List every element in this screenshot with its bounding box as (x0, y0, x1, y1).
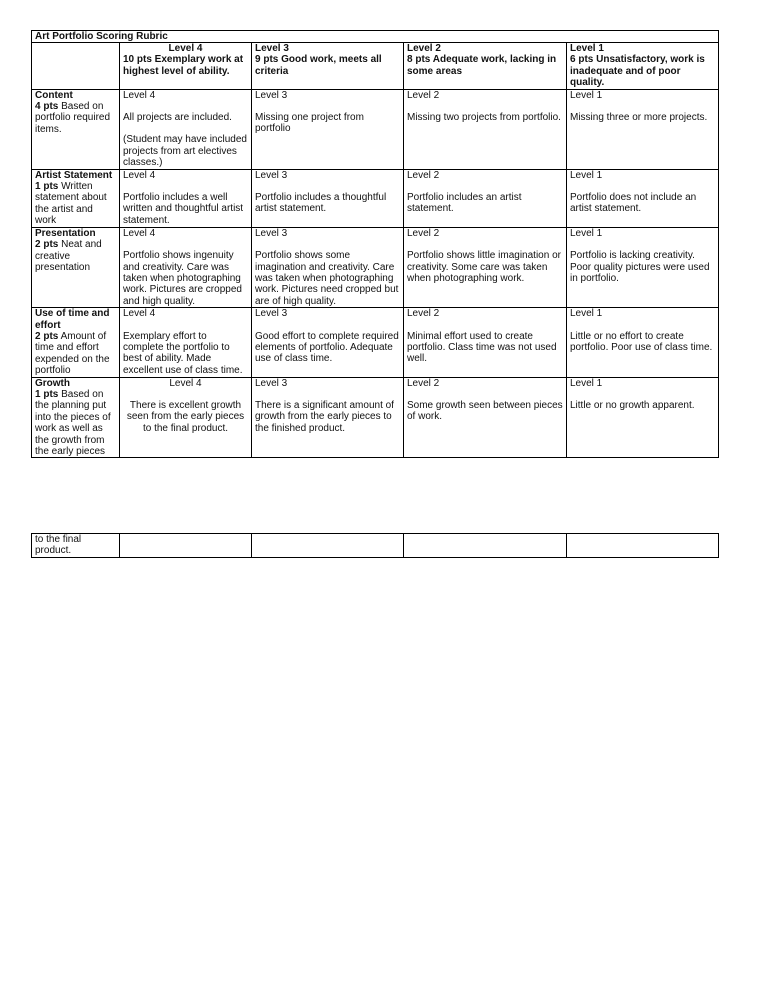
criteria-points: 2 pts (35, 239, 59, 251)
cell-level-label: Level 2 (407, 227, 440, 239)
criteria-cell (32, 308, 120, 377)
cell-text: Portfolio is lacking creativity. Poor quality pictures were used in portfolio. (570, 250, 710, 284)
criteria-row-content (32, 89, 719, 169)
cell-level-label: Level 2 (407, 377, 440, 389)
cell-extra-text: (Student may have included projects from art electives classes.) (123, 134, 247, 169)
criteria-cell (32, 169, 120, 227)
criteria-name: Growth (35, 377, 70, 389)
score-cell-level-3 (252, 227, 404, 307)
continuation-text: to the final product. (32, 534, 120, 558)
header-level-desc: 9 pts Good work, meets all criteria (255, 54, 382, 77)
header-level-desc: 6 pts Unsatisfactory, work is inadequate and of poor quality. (570, 54, 705, 89)
header-level-label: Level 3 (255, 43, 289, 54)
cell-level-label: Level 3 (255, 227, 288, 239)
cell-text: Portfolio includes a well written and thoughtful artist statement. (123, 192, 244, 226)
criteria-points: 4 pts (35, 101, 59, 113)
cell-level-label: Level 3 (255, 169, 288, 181)
header-level-4 (120, 43, 252, 90)
criteria-desc: Neat and creative presentation (35, 239, 102, 273)
score-cell-level-1 (567, 89, 719, 169)
score-cell-level-2 (404, 308, 567, 377)
score-cell-level-2 (404, 169, 567, 227)
cell-text: Minimal effort used to create portfolio. Class time was not used well. (407, 330, 557, 365)
score-cell-level-4 (120, 227, 252, 307)
cell-text: Missing two projects from portfolio. (407, 112, 561, 124)
cell-text: Exemplary effort to complete the portfolio to best of ability. Made excellent use of class time. (123, 330, 243, 376)
rubric-continuation-table (31, 533, 719, 558)
criteria-desc: Based on the planning put into the pieces of work as well as the growth from the early pieces (35, 388, 111, 457)
score-cell-level-4 (120, 169, 252, 227)
cell-level-label: Level 4 (169, 377, 202, 389)
cell-text: Missing one project from portfolio (255, 112, 364, 135)
cell-level-label: Level 1 (570, 377, 603, 389)
cell-text: Good effort to complete required elements of portfolio. Adequate use of class time. (255, 330, 399, 365)
header-level-2 (404, 43, 567, 90)
cell-level-label: Level 1 (570, 308, 603, 320)
continuation-row (32, 534, 719, 558)
rubric-title: Art Portfolio Scoring Rubric (32, 31, 719, 43)
cell-text: Little or no growth apparent. (570, 399, 695, 411)
score-cell-level-2 (404, 377, 567, 458)
criteria-name: Content (35, 89, 73, 101)
cell-level-label: Level 4 (123, 227, 156, 239)
score-cell-level-1 (567, 377, 719, 458)
criteria-row-growth (32, 377, 719, 458)
cell-text: All projects are included. (123, 112, 232, 124)
cell-level-label: Level 4 (123, 169, 156, 181)
criteria-name: Artist Statement (35, 169, 113, 181)
empty-cell (252, 534, 404, 558)
rubric-table (31, 30, 719, 458)
cell-level-label: Level 2 (407, 89, 440, 101)
cell-level-label: Level 4 (123, 89, 156, 101)
cell-text: Portfolio shows ingenuity and creativity. Care was taken when photographing work. Pictures are cropped and high quality. (123, 250, 242, 307)
criteria-row-artist-statement (32, 169, 719, 227)
score-cell-level-2 (404, 227, 567, 307)
criteria-row-time-effort (32, 308, 719, 377)
criteria-desc: Based on portfolio required items. (35, 101, 111, 135)
header-level-desc: 10 pts Exemplary work at highest level of ability. (123, 54, 244, 77)
header-level-label: Level 4 (168, 43, 203, 54)
criteria-row-presentation (32, 227, 719, 307)
cell-level-label: Level 1 (570, 169, 603, 181)
cell-text: Little or no effort to create portfolio. Poor use of class time. (570, 330, 713, 353)
cell-text: Missing three or more projects. (570, 112, 708, 124)
header-level-1 (567, 43, 719, 90)
criteria-cell (32, 227, 120, 307)
cell-text: Portfolio shows little imagination or creativity. Some care was taken when photographing work. (407, 250, 561, 284)
criteria-desc: Written statement about the artist and work (35, 181, 107, 227)
criteria-cell (32, 89, 120, 169)
score-cell-level-1 (567, 169, 719, 227)
criteria-desc: Amount of time and effort expended on the portfolio (35, 330, 110, 377)
header-row (32, 43, 719, 90)
cell-level-label: Level 1 (570, 227, 603, 239)
criteria-points: 1 pts (35, 181, 59, 193)
cell-level-label: Level 2 (407, 308, 440, 320)
criteria-points: 2 pts (35, 330, 59, 342)
cell-level-label: Level 3 (255, 308, 288, 320)
header-level-3 (252, 43, 404, 90)
cell-level-label: Level 2 (407, 169, 440, 181)
cell-text: Portfolio includes a thoughtful artist statement. (255, 192, 387, 215)
header-empty-cell (32, 43, 120, 90)
cell-text: Some growth seen between pieces of work. (407, 399, 563, 423)
score-cell-level-2 (404, 89, 567, 169)
cell-text: Portfolio includes an artist statement. (407, 192, 522, 215)
empty-cell (404, 534, 567, 558)
score-cell-level-4 (120, 89, 252, 169)
header-level-label: Level 1 (570, 43, 604, 54)
cell-text: Portfolio shows some imagination and creativity. Care was taken when photographing work. Pictures need cropped but are of high quality. (255, 250, 399, 307)
cell-text: There is excellent growth seen from the early pieces to the final product. (126, 399, 245, 434)
header-level-desc: 8 pts Adequate work, lacking in some areas (407, 54, 557, 77)
empty-cell (120, 534, 252, 558)
cell-text: There is a significant amount of growth from the early pieces to the finished product. (255, 399, 394, 434)
empty-cell (567, 534, 719, 558)
score-cell-level-4 (120, 308, 252, 377)
cell-level-label: Level 3 (255, 89, 288, 101)
criteria-name: Use of time and effort (35, 308, 110, 331)
cell-text: Portfolio does not include an artist statement. (570, 192, 697, 215)
score-cell-level-1 (567, 227, 719, 307)
score-cell-level-4 (120, 377, 252, 458)
score-cell-level-3 (252, 377, 404, 458)
criteria-name: Presentation (35, 227, 96, 239)
score-cell-level-3 (252, 89, 404, 169)
score-cell-level-3 (252, 169, 404, 227)
criteria-points: 1 pts (35, 388, 59, 400)
header-level-label: Level 2 (407, 43, 441, 54)
cell-level-label: Level 3 (255, 377, 288, 389)
score-cell-level-1 (567, 308, 719, 377)
cell-level-label: Level 4 (123, 308, 156, 320)
criteria-cell (32, 377, 120, 458)
score-cell-level-3 (252, 308, 404, 377)
cell-level-label: Level 1 (570, 89, 603, 101)
